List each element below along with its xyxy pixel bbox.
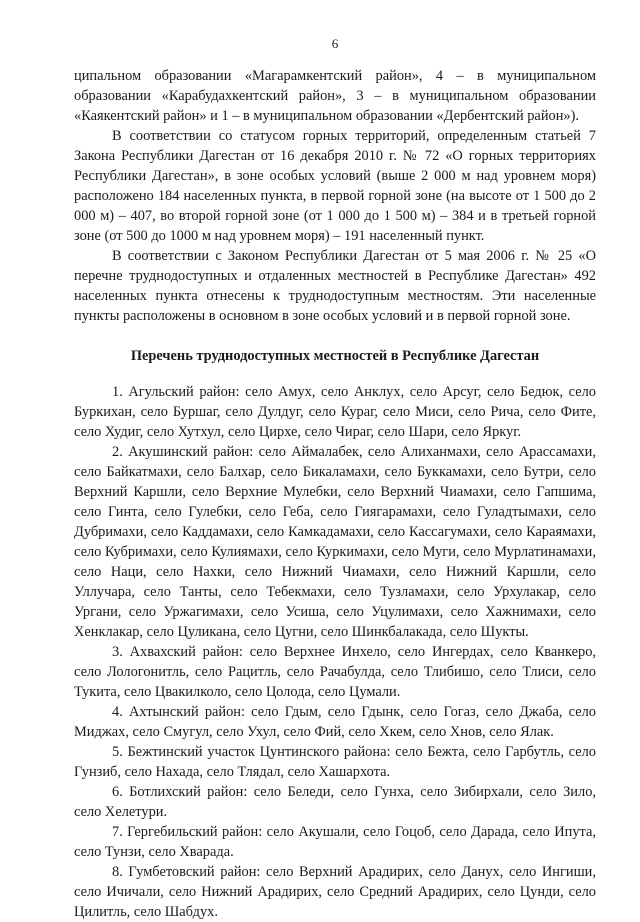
- list-item-gumbet: 8. Гумбетовский район: село Верхний Арадирих, село Данух, село Ингиши, село Ичичали, село Нижний Арадирих, село Средний Арадирих, село Цунди, село Цилитль, село Шабдух.: [74, 864, 596, 920]
- list-item-akusha: 2. Акушинский район: село Аймалабек, село Алиханмахи, село Арассамахи, село Байкатмахи, село Балхар, село Бикаламахи, село Буккамахи, село Бутри, село Верхний Каршли, село Верхние Мулебки, село Верхний Чиамахи, село Гапшима, село Гинта, село Гулебки, село Геба, село Гиягарамахи, село Гуладтымахи, село Дубримахи, село Каддамахи, село Камкадамахи, село Кассагумахи, село Караямахи, село Кубримахи, село Кулиямахи, село Куркимахи, село Муги, село Мурлатинамахи, село Наци, село Нахки, село Нижний Чиамахи, село Нижний Каршли, село Уллучара, село Танты, село Тебекмахи, село Тузламахи, село Урхулакар, село Ургани, село Уржагимахи, село Усиша, село Уцулимахи, село Хажнимахи, село Хенклакар, село Цуликана, село Цугни, село Шинкбалакада, село Шукты.: [74, 444, 596, 640]
- list-item-agul: 1. Агульский район: село Амух, село Анклух, село Арсуг, село Бедюк, село Буркихан, село Буршаг, село Дулдуг, село Кураг, село Миси, село Рича, село Фите, село Худиг, село Хутхул, село Цирхе, село Чираг, село Шари, село Яркуг.: [74, 384, 596, 440]
- list-item-akhvakh: 3. Ахвахский район: село Верхнее Инхело, село Ингердах, село Кванкеро, село Лологонитль, село Рацитль, село Рачабулда, село Тлибишо, село Тлиси, село Тукита, село Цвакилколо, село Цолода, село Цумали.: [74, 644, 596, 700]
- paragraph-mountain-zones: В соответствии со статусом горных территорий, определенным статьей 7 Закона Республики Дагестан от 16 декабря 2010 г. № 72 «О горных территориях Республики Дагестан», в зоне особых условий (выше 2 000 м над уровнем моря) расположено 184 населенных пункта, в первой горной зоне (на высоте от 1 500 до 2 000 м) – 407, во второй горной зоне (от 1 000 до 1 500 м) – 384 и в третьей горной зоне (от 500 до 1000 м над уровнем моря) – 191 населенный пункт.: [74, 128, 596, 244]
- section-heading: Перечень труднодоступных местностей в Республике Дагестан: [130, 348, 540, 364]
- list-item-botlikh: 6. Ботлихский район: село Беледи, село Гунха, село Зибирхали, село Зило, село Хелетури.: [74, 784, 596, 820]
- paragraph-continuation: ципальном образовании «Магарамкентский район», 4 – в муниципальном образовании «Карабудахкентский район», 3 – в муниципальном образовании «Каякентский район» и 1 – в муниципальном образовании «Дербентский район»).: [74, 68, 596, 124]
- paragraph-remote-law: В соответствии с Законом Республики Дагестан от 5 мая 2006 г. № 25 «О перечне труднодоступных и отдаленных местностей в Республике Дагестан» 492 населенных пункта отнесены к труднодоступным местностям. Эти населенные пункты расположены в основном в зоне особых условий и в первой горной зоне.: [74, 248, 596, 324]
- list-item-gergebil: 7. Гергебильский район: село Акушали, село Гоцоб, село Дарада, село Ипута, село Тунзи, село Хварада.: [74, 824, 596, 860]
- list-item-bezhta: 5. Бежтинский участок Цунтинского района: село Бежта, село Гарбутль, село Гунзиб, село Нахада, село Тлядал, село Хашархота.: [74, 744, 596, 780]
- page-number: 6: [331, 36, 339, 51]
- list-item-akhty: 4. Ахтынский район: село Гдым, село Гдынк, село Гогаз, село Джаба, село Миджах, село Смугул, село Ухул, село Фий, село Хкем, село Хнов, село Ялак.: [74, 704, 596, 740]
